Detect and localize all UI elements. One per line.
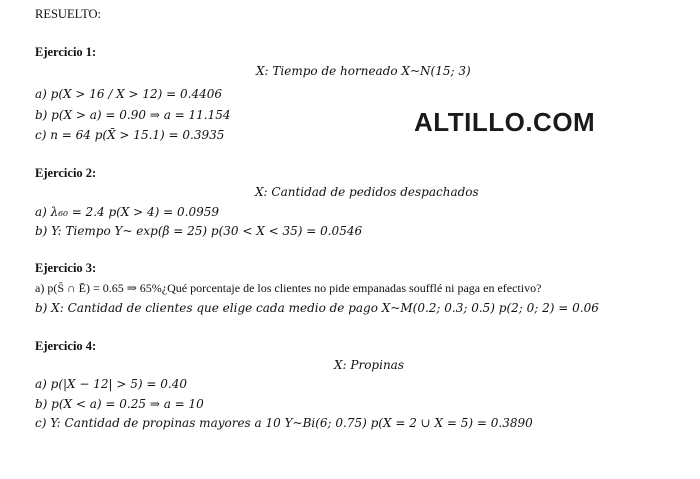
exercise-1-context: X: Tiempo de horneado X~N(15; 3): [256, 64, 471, 78]
exercise-2-context: X: Cantidad de pedidos despachados: [255, 185, 479, 199]
watermark-logo: ALTILLO.COM: [414, 107, 596, 137]
exercise-3-heading: Ejercicio 3:: [35, 261, 97, 275]
exercise-4-heading: Ejercicio 4:: [35, 339, 97, 353]
exercise-4-answer-c: c) Y: Cantidad de propinas mayores a 10 Y~Bi(6; 0.75) p(X = 2 ∪ X = 5) = 0.3890: [35, 416, 533, 430]
exercise-1-answer-b: b) p(X > a) = 0.90 ⇒ a = 11.154: [35, 108, 231, 122]
exercise-2-answer-a: a) λ₆₀ = 2.4 p(X > 4) = 0.0959: [35, 205, 220, 219]
exercise-1-heading: Ejercicio 1:: [35, 45, 97, 59]
exercise-1-answer-a: a) p(X > 16 / X > 12) = 0.4406: [35, 87, 223, 101]
exercise-4-answer-b: b) p(X < a) = 0.25 ⇒ a = 10: [35, 397, 204, 411]
page-title: RESUELTO:: [35, 7, 101, 21]
exercise-1-answer-c: c) n = 64 p(X̄ > 15.1) = 0.3935: [35, 128, 225, 142]
exercise-3-answer-b: b) X: Cantidad de clientes que elige cada medio de pago X~M(0.2; 0.3; 0.5) p(2; 0; 2) = 0.06: [35, 301, 599, 315]
exercise-2-answer-b: b) Y: Tiempo Y~ exp(β = 25) p(30 < X < 35) = 0.0546: [35, 224, 363, 238]
exercise-4-answer-a: a) p(|X − 12| > 5) = 0.40: [35, 377, 187, 391]
exercise-3-answer-a: a) p(S̄ ∩ Ē) = 0.65 ⇒ 65%¿Qué porcentaje de los clientes no pide empanadas soufflé ni paga en efectivo?: [35, 281, 542, 295]
exercise-2-heading: Ejercicio 2:: [35, 166, 97, 180]
exercise-4-context: X: Propinas: [334, 358, 404, 372]
